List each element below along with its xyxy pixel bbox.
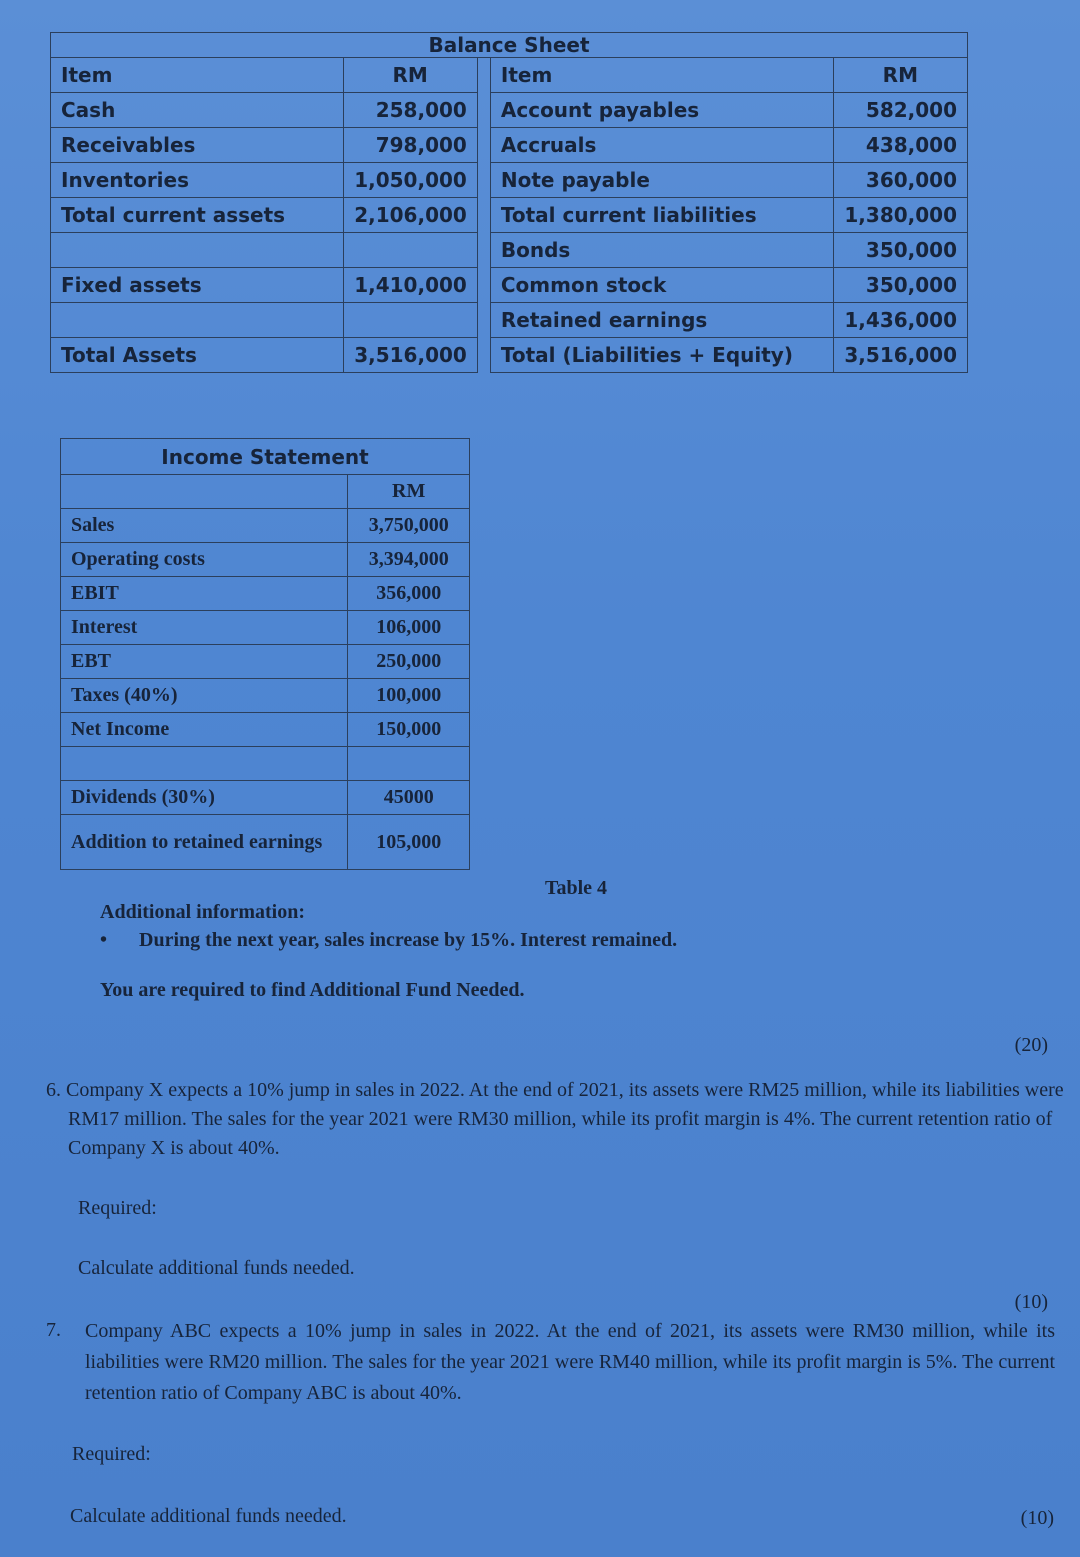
question-6-required: Required: [78,1197,157,1219]
table-row: Total current assets 2,106,000 Total current liabilities 1,380,000 [51,198,968,233]
income-statement-table [60,438,470,870]
table-row: Bonds 350,000 [51,233,968,268]
marks-q6: (10) [1014,1291,1048,1313]
table-row: EBT 250,000 [61,645,470,679]
table-row: Operating costs 3,394,000 [61,543,470,577]
table-row [61,747,470,781]
table-row: Interest 106,000 [61,611,470,645]
income-rm-header: RM [348,475,470,509]
right-header-rm: RM [833,58,967,93]
table-row: Cash 258,000 Account payables 582,000 [51,93,968,128]
left-header-item: Item [51,58,344,93]
balance-sheet-title: Balance Sheet [51,33,968,58]
table-row: Fixed assets 1,410,000 Common stock 350,000 [51,268,968,303]
table-row: Sales 3,750,000 [61,509,470,543]
table-row: Dividends (30%) 45000 [61,781,470,815]
table-caption: Table 4 [545,877,608,899]
balance-sheet-table [50,32,968,373]
additional-info-requirement: You are required to find Additional Fund Needed. [100,979,525,1001]
bullet-icon: • [100,929,108,951]
left-header-rm: RM [343,58,477,93]
question-7-required: Required: [72,1443,151,1465]
question-6-text: 6. Company X expects a 10% jump in sales in 2022. At the end of 2021, its assets were RM25 million, while its liabilities were RM17 million. The sales for the year 2021 were RM30 million, while its profit margin is 4%. The current retention ratio of Company X is about 40%. [46,1079,1064,1159]
table-row: Inventories 1,050,000 Note payable 360,000 [51,163,968,198]
question-7-task: Calculate additional funds needed. [70,1505,347,1527]
right-header-item: Item [490,58,833,93]
table-row: Net Income 150,000 [61,713,470,747]
question-7-number: 7. [46,1319,61,1341]
gap [477,58,490,93]
additional-info-heading: Additional information: [100,901,306,923]
table-row: Addition to retained earnings 105,000 [61,815,470,870]
table-row: Total Assets 3,516,000 Total (Liabilities + Equity) 3,516,000 [51,338,968,373]
question-7-text: Company ABC expects a 10% jump in sales in 2022. At the end of 2021, its assets were RM30 million, while its liabilities were RM20 million. The sales for the year 2021 were RM40 million, while its profit margin is 5%. The current retention ratio of Company ABC is about 40%. [85,1320,1055,1404]
marks-q5: (20) [1014,1034,1048,1056]
table-row: EBIT 356,000 [61,577,470,611]
additional-info-bullet: During the next year, sales increase by 15%. Interest remained. [139,929,678,951]
table-row: Retained earnings 1,436,000 [51,303,968,338]
table-row: Receivables 798,000 Accruals 438,000 [51,128,968,163]
table-row: Taxes (40%) 100,000 [61,679,470,713]
income-statement-title: Income Statement [61,439,470,475]
question-6-task: Calculate additional funds needed. [78,1257,355,1279]
marks-q7: (10) [1020,1507,1054,1529]
